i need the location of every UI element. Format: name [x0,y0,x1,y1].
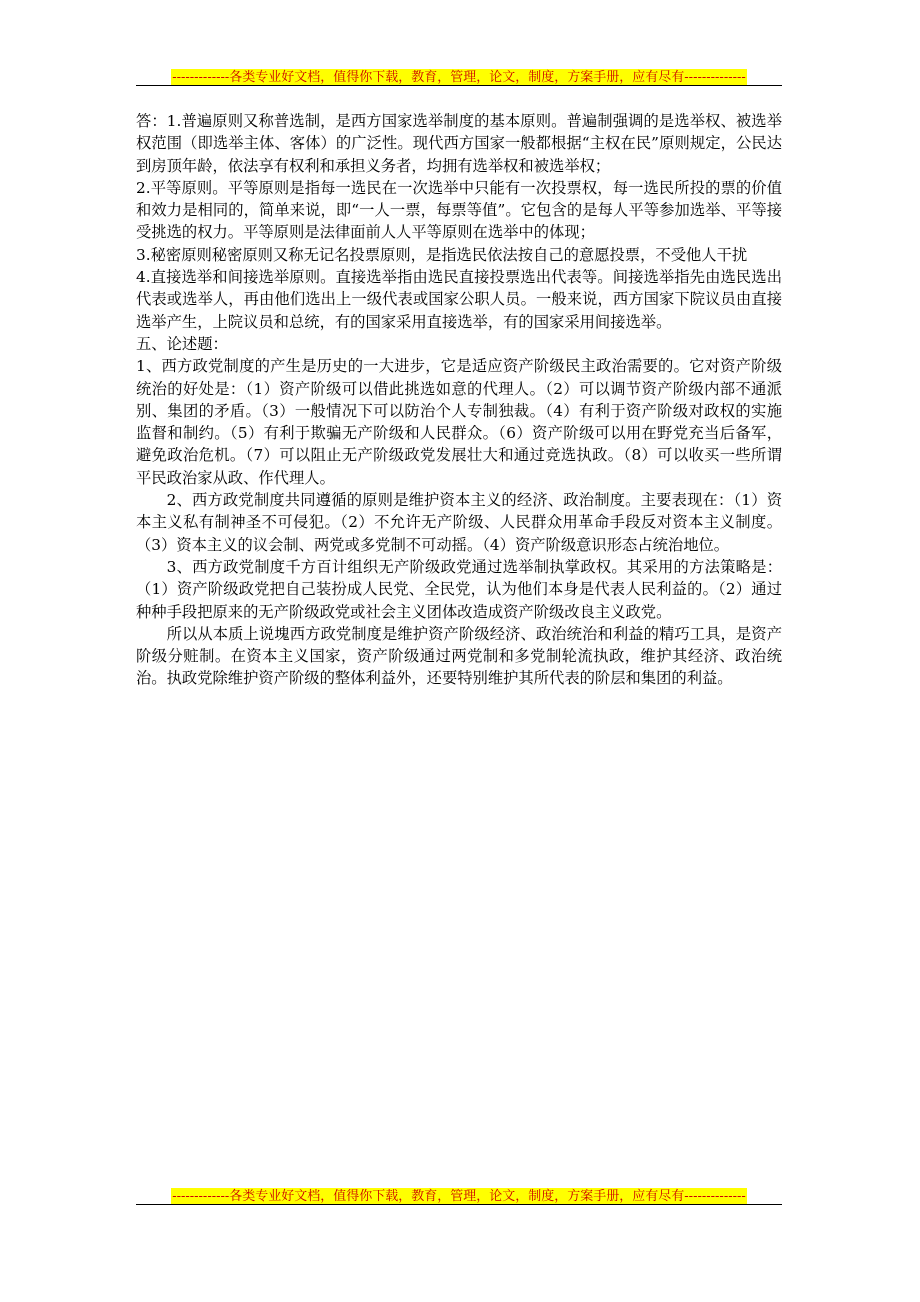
page-header [136,66,782,86]
section-heading: 五、论述题： [136,334,228,353]
document-body [136,110,782,690]
answer-paragraph-4: 4.直接选举和间接选举原则。直接选举指由选民直接投票选出代表等。间接选举指先由选民选出代表或选举人，再由他们选出上一级代表或国家公职人员。一般来说，西方国家下院议员由直接选举产生，上院议员和总统，有的国家采用直接选举，有的国家采用间接选举。 [136,268,782,331]
essay-paragraph-3: 3、西方政党制度千方百计组织无产阶级政党通过选举制执掌政权。其采用的方法策略是：（1）资产阶级政党把自己装扮成人民党、全民党，认为他们本身是代表人民利益的。（2）通过种种手段把原来的无产阶级政党或社会主义团体改造成资产阶级改良主义政党。 [136,557,782,621]
answer-paragraph-1: 答：1.普遍原则又称普选制，是西方国家选举制度的基本原则。普遍制强调的是选举权、被选举权范围（即选举主体、客体）的广泛性。现代西方国家一般都根据“主权在民”原则规定，公民达到房顶年龄，依法享有权利和承担义务者，均拥有选举权和被选举权； [136,112,782,175]
header-divider [136,85,782,86]
essay-paragraph-1: 1、西方政党制度的产生是历史的一大进步，它是适应资产阶级民主政治需要的。它对资产阶级统治的好处是：（1）资产阶级可以借此挑选如意的代理人。（2）可以调节资产阶级内部不通派别、集团的矛盾。（3）一般情况下可以防治个人专制独裁。（4）有利于资产阶级对政权的实施监督和制约。（5）有利于欺骗无产阶级和人民群众。（6）资产阶级可以用在野党充当后备军，避免政治危机。（7）可以阻止无产阶级政党发展壮大和通过竞选执政。（8）可以收买一些所谓平民政治家从政、作代理人。 [136,357,782,487]
answer-paragraph-3: 3.秘密原则秘密原则又称无记名投票原则，是指选民依法按自己的意愿投票，不受他人干扰 [136,245,748,264]
essay-conclusion: 所以从本质上说塊西方政党制度是维护资产阶级经济、政治统治和利益的精巧工具，是资产阶级分赃制。在资本主义国家，资产阶级通过两党制和多党制轮流执政，维护其经济、政治统治。执政党除维护资产阶级的整体利益外，还要特别维护其所代表的阶层和集团的利益。 [136,624,782,688]
footer-divider [136,1204,782,1205]
page-footer [136,1185,782,1205]
header-banner-text: -------------各类专业好文档，值得你下载，教育，管理，论文，制度，方案手册，应有尽有-------------- [172,70,746,85]
footer-banner-text: -------------各类专业好文档，值得你下载，教育，管理，论文，制度，方案手册，应有尽有-------------- [172,1189,746,1204]
answer-paragraph-2: 2.平等原则。平等原则是指每一选民在一次选举中只能有一次投票权，每一选民所投的票的价值和效力是相同的，简单来说，即“一人一票，每票等值”。它包含的是每人平等参加选举、平等接受挑选的权力。平等原则是法律面前人人平等原则在选举中的体现； [136,178,782,242]
essay-paragraph-2: 2、西方政党制度共同遵循的原则是维护资本主义的经济、政治制度。主要表现在：（1）资本主义私有制神圣不可侵犯。（2）不允许无产阶级、人民群众用革命手段反对资本主义制度。（3）资本主义的议会制、两党或多党制不可动摇。（4）资产阶级意识形态占统治地位。 [136,491,782,554]
